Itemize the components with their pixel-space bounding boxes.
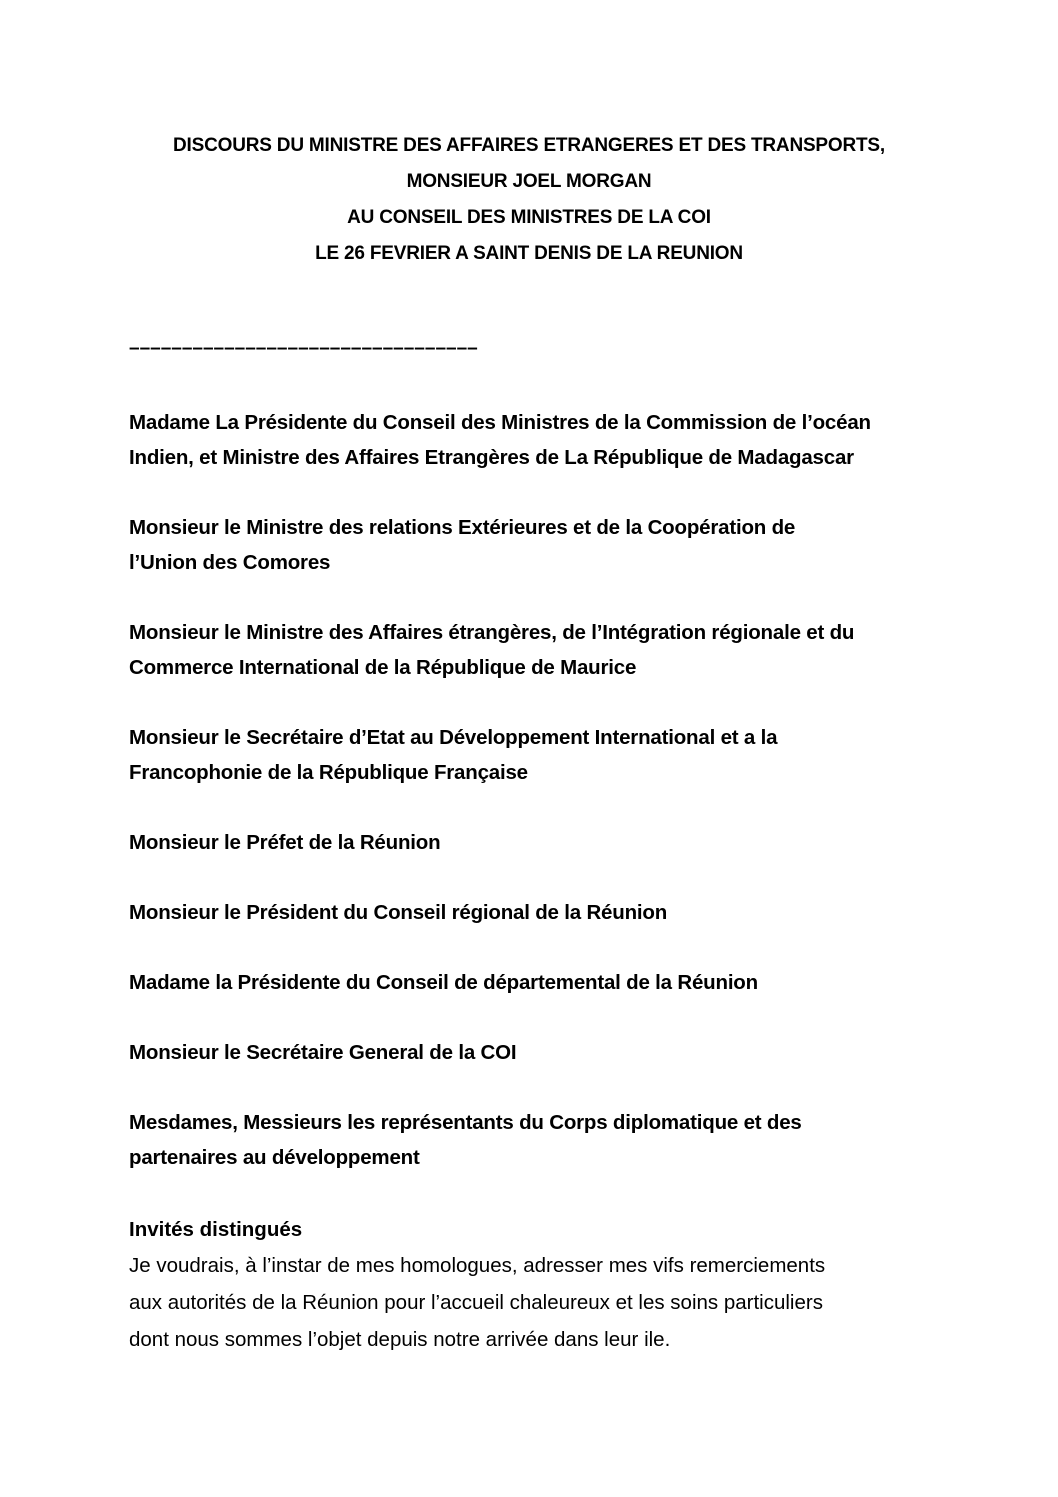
salutations-list (129, 405, 949, 1210)
salutation-line: Monsieur le Secrétaire General de la COI (129, 1041, 517, 1064)
title-line: DISCOURS DU MINISTRE DES AFFAIRES ETRANGERES ET DES TRANSPORTS, (173, 135, 885, 156)
closing-line: Je voudrais, à l’instar de mes homologues, adresser mes vifs remerciements (129, 1254, 826, 1277)
salutation-paragraph (129, 1105, 949, 1175)
salutation-paragraph (129, 720, 949, 790)
closing-line: dont nous sommes l’objet depuis notre arrivée dans leur ile. (129, 1328, 671, 1351)
salutation-paragraph (129, 895, 949, 930)
title-line: AU CONSEIL DES MINISTRES DE LA COI (347, 207, 711, 228)
title-line: LE 26 FEVRIER A SAINT DENIS DE LA REUNION (315, 243, 743, 264)
closing-line: aux autorités de la Réunion pour l’accueil chaleureux et les soins particuliers (129, 1291, 823, 1314)
closing-paragraph (129, 1247, 949, 1358)
salutation-paragraph (129, 510, 949, 580)
salutation-line: Monsieur le Président du Conseil régional de la Réunion (129, 901, 668, 924)
salutation-line: Monsieur le Ministre des relations Extérieures et de la Coopération de (129, 516, 796, 539)
salutation-paragraph (129, 965, 949, 1000)
salutation-line: Francophonie de la République Française (129, 761, 528, 784)
speech-title (0, 128, 1058, 272)
separator-line: ––––––––––––––––––––––––––––––––– (129, 338, 478, 359)
salutation-paragraph (129, 825, 949, 860)
salutation-line: Madame la Présidente du Conseil de départemental de la Réunion (129, 971, 758, 994)
salutation-paragraph (129, 405, 949, 475)
salutation-line: partenaires au développement (129, 1146, 420, 1169)
closing-heading: Invités distingués (129, 1218, 303, 1241)
salutation-paragraph (129, 1035, 949, 1070)
salutation-line: Monsieur le Secrétaire d’Etat au Développement International et a la (129, 726, 778, 749)
salutation-line: Commerce International de la République de Maurice (129, 656, 637, 679)
salutation-paragraph (129, 615, 949, 685)
closing-section (129, 1212, 949, 1358)
salutation-line: l’Union des Comores (129, 551, 331, 574)
title-line: MONSIEUR JOEL MORGAN (406, 171, 652, 192)
salutation-line: Monsieur le Préfet de la Réunion (129, 831, 441, 854)
salutation-line: Mesdames, Messieurs les représentants du Corps diplomatique et des (129, 1111, 802, 1134)
salutation-line: Monsieur le Ministre des Affaires étrangères, de l’Intégration régionale et du (129, 621, 855, 644)
salutation-line: Madame La Présidente du Conseil des Ministres de la Commission de l’océan (129, 411, 871, 434)
salutation-line: Indien, et Ministre des Affaires Etrangères de La République de Madagascar (129, 446, 854, 469)
